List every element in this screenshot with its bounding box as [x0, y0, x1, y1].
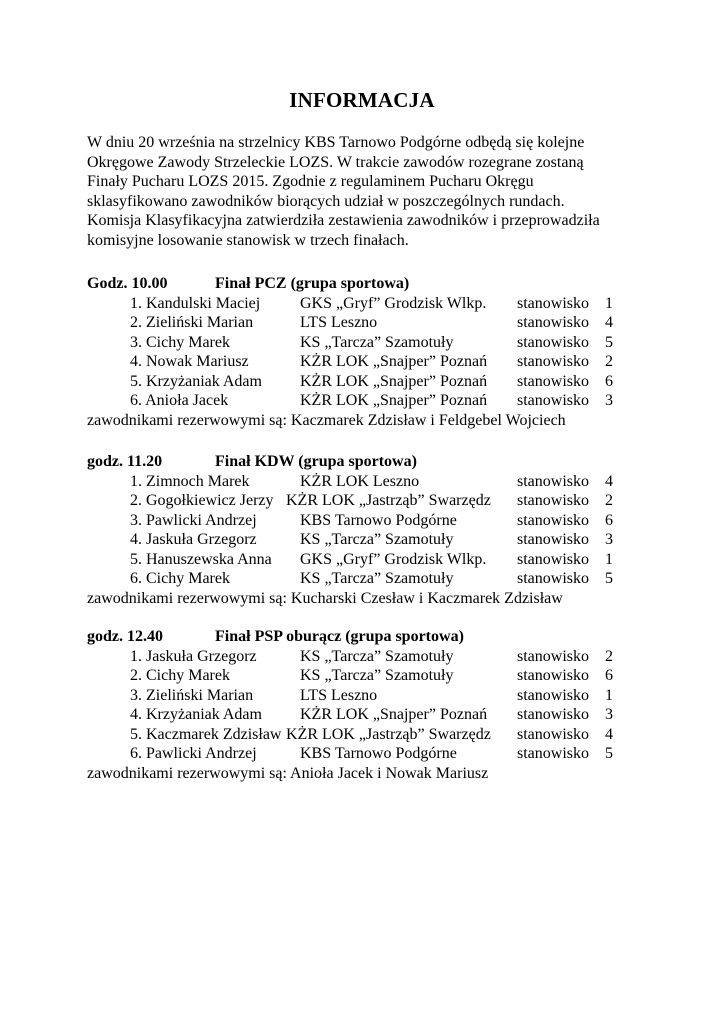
reserve-note: zawodnikami rezerwowymi są: Kucharski Czesław i Kaczmarek Zdzisław — [87, 589, 563, 607]
competitor-name: 1. Kandulski Maciej — [130, 294, 261, 312]
final-section-psp — [87, 627, 687, 783]
post-number: 4 — [605, 314, 613, 331]
intro-paragraph — [87, 133, 647, 250]
competitor-name: 2. Cichy Marek — [130, 667, 230, 684]
post-number: 3 — [605, 392, 613, 409]
post-label: stanowisko — [517, 333, 589, 351]
competitor-club: KS „Tarcza” Szamotuły — [300, 531, 454, 548]
competitor-row — [87, 705, 687, 725]
post-label: stanowisko — [517, 531, 589, 548]
competitor-club: KŻR LOK Leszno — [300, 472, 420, 490]
reserve-note: zawodnikami rezerwowymi są: Kaczmarek Zdzisław i Feldgebel Wojciech — [87, 411, 566, 429]
competitor-name: 4. Nowak Mariusz — [130, 353, 249, 370]
competitor-club: KŻR LOK „Jastrząb” Swarzędz — [286, 725, 491, 743]
competitor-name: 4. Jaskuła Grzegorz — [130, 531, 257, 548]
section-heading — [87, 627, 687, 647]
competitor-club: KS „Tarcza” Szamotuły — [300, 570, 454, 587]
competitor-club: LTS Leszno — [300, 314, 378, 331]
post-label: stanowisko — [517, 570, 589, 587]
competitor-row — [87, 333, 687, 353]
section-name: Finał PCZ (grupa sportowa) — [215, 275, 410, 292]
post-number: 2 — [605, 647, 613, 665]
competitor-name: 5. Krzyżaniak Adam — [130, 372, 262, 390]
section-heading — [87, 274, 687, 294]
competitor-row — [87, 530, 687, 550]
post-label: stanowisko — [517, 725, 589, 743]
post-label: stanowisko — [517, 472, 589, 490]
section-name: Finał KDW (grupa sportowa) — [215, 453, 417, 470]
post-number: 5 — [605, 745, 613, 762]
section-time: Godz. 10.00 — [87, 275, 168, 292]
competitor-name: 1. Zimnoch Marek — [130, 472, 250, 490]
competitor-row — [87, 313, 687, 333]
competitor-row — [87, 352, 687, 372]
competitor-row — [87, 569, 687, 589]
competitor-row — [87, 666, 687, 686]
post-number: 4 — [605, 472, 613, 490]
competitor-club: KBS Tarnowo Podgórne — [300, 511, 457, 529]
competitor-name: 6. Anioła Jacek — [130, 392, 229, 409]
competitor-row — [87, 647, 687, 667]
competitor-name: 6. Cichy Marek — [130, 570, 230, 587]
section-time: godz. 12.40 — [87, 628, 163, 645]
intro-line: Komisja Klasyfikacyjna zatwierdziła zestawienia zawodników i przeprowadziła — [87, 212, 600, 229]
post-number: 6 — [605, 667, 613, 684]
reserve-note: zawodnikami rezerwowymi są: Anioła Jacek i Nowak Mariusz — [87, 764, 489, 782]
intro-line: W dniu 20 września na strzelnicy KBS Tarnowo Podgórne odbędą się kolejne — [87, 134, 585, 151]
competitor-name: 3. Pawlicki Andrzej — [130, 511, 257, 529]
section-heading — [87, 452, 687, 472]
post-label: stanowisko — [517, 550, 589, 568]
competitor-name: 1. Jaskuła Grzegorz — [130, 647, 257, 665]
competitor-row — [87, 511, 687, 531]
competitor-club: KS „Tarcza” Szamotuły — [300, 333, 454, 351]
competitor-row — [87, 744, 687, 764]
competitor-name: 6. Pawlicki Andrzej — [130, 745, 257, 762]
post-number: 1 — [605, 686, 613, 704]
competitor-row — [87, 550, 687, 570]
post-label: stanowisko — [517, 647, 589, 665]
post-number: 3 — [605, 531, 613, 548]
final-section-pcz — [87, 274, 687, 430]
competitor-row — [87, 725, 687, 745]
competitor-club: KS „Tarcza” Szamotuły — [300, 667, 454, 684]
competitor-row — [87, 372, 687, 392]
post-number: 3 — [605, 706, 613, 723]
post-label: stanowisko — [517, 492, 589, 509]
competitor-club: KŻR LOK „Snajper” Poznań — [300, 353, 488, 370]
competitor-name: 3. Cichy Marek — [130, 333, 230, 351]
section-name: Finał PSP oburącz (grupa sportowa) — [215, 628, 464, 645]
competitor-club: KŻR LOK „Snajper” Poznań — [300, 392, 488, 409]
competitor-name: 5. Hanuszewska Anna — [130, 550, 272, 568]
competitor-club: KŻR LOK „Snajper” Poznań — [300, 372, 488, 390]
intro-line: sklasyfikowano zawodników biorących udział w poszczególnych rundach. — [87, 192, 565, 210]
post-number: 6 — [605, 372, 613, 390]
post-label: stanowisko — [517, 294, 589, 312]
competitor-club: GKS „Gryf” Grodzisk Wlkp. — [300, 550, 487, 568]
intro-line: Finały Pucharu LOZS 2015. Zgodnie z regulaminem Pucharu Okręgu — [87, 173, 534, 190]
competitor-club: KS „Tarcza” Szamotuły — [300, 647, 454, 665]
competitor-row — [87, 294, 687, 314]
competitor-club: LTS Leszno — [300, 686, 378, 704]
post-label: stanowisko — [517, 667, 589, 684]
competitor-name: 2. Gogołkiewicz Jerzy — [130, 492, 274, 509]
post-number: 5 — [605, 333, 613, 351]
intro-line: komisyjne losowanie stanowisk w trzech finałach. — [87, 231, 409, 249]
final-section-kdw — [87, 452, 687, 608]
post-label: stanowisko — [517, 314, 589, 331]
competitor-name: 3. Zieliński Marian — [130, 686, 254, 704]
post-label: stanowisko — [517, 706, 589, 723]
post-label: stanowisko — [517, 686, 589, 704]
competitor-name: 4. Krzyżaniak Adam — [130, 706, 262, 723]
intro-line: Okręgowe Zawody Strzeleckie LOZS. W trakcie zawodów rozegrane zostaną — [87, 153, 584, 171]
competitor-row — [87, 391, 687, 411]
post-number: 6 — [605, 511, 613, 529]
competitor-club: KŻR LOK „Jastrząb” Swarzędz — [286, 492, 491, 509]
competitor-club: KŻR LOK „Snajper” Poznań — [300, 706, 488, 723]
post-label: stanowisko — [517, 353, 589, 370]
post-label: stanowisko — [517, 392, 589, 409]
post-label: stanowisko — [517, 745, 589, 762]
post-label: stanowisko — [517, 511, 589, 529]
competitor-row — [87, 686, 687, 706]
post-number: 2 — [605, 492, 613, 509]
document-title: INFORMACJA — [289, 88, 435, 112]
competitor-row — [87, 472, 687, 492]
competitor-name: 2. Zieliński Marian — [130, 314, 254, 331]
post-number: 4 — [605, 725, 613, 743]
post-number: 1 — [605, 294, 613, 312]
competitor-club: GKS „Gryf” Grodzisk Wlkp. — [300, 294, 487, 312]
competitor-row — [87, 491, 687, 511]
competitor-club: KBS Tarnowo Podgórne — [300, 745, 457, 762]
post-number: 1 — [605, 550, 613, 568]
post-number: 5 — [605, 570, 613, 587]
post-label: stanowisko — [517, 372, 589, 390]
post-number: 2 — [605, 353, 613, 370]
section-time: godz. 11.20 — [87, 453, 163, 470]
competitor-name: 5. Kaczmarek Zdzisław — [130, 725, 282, 743]
